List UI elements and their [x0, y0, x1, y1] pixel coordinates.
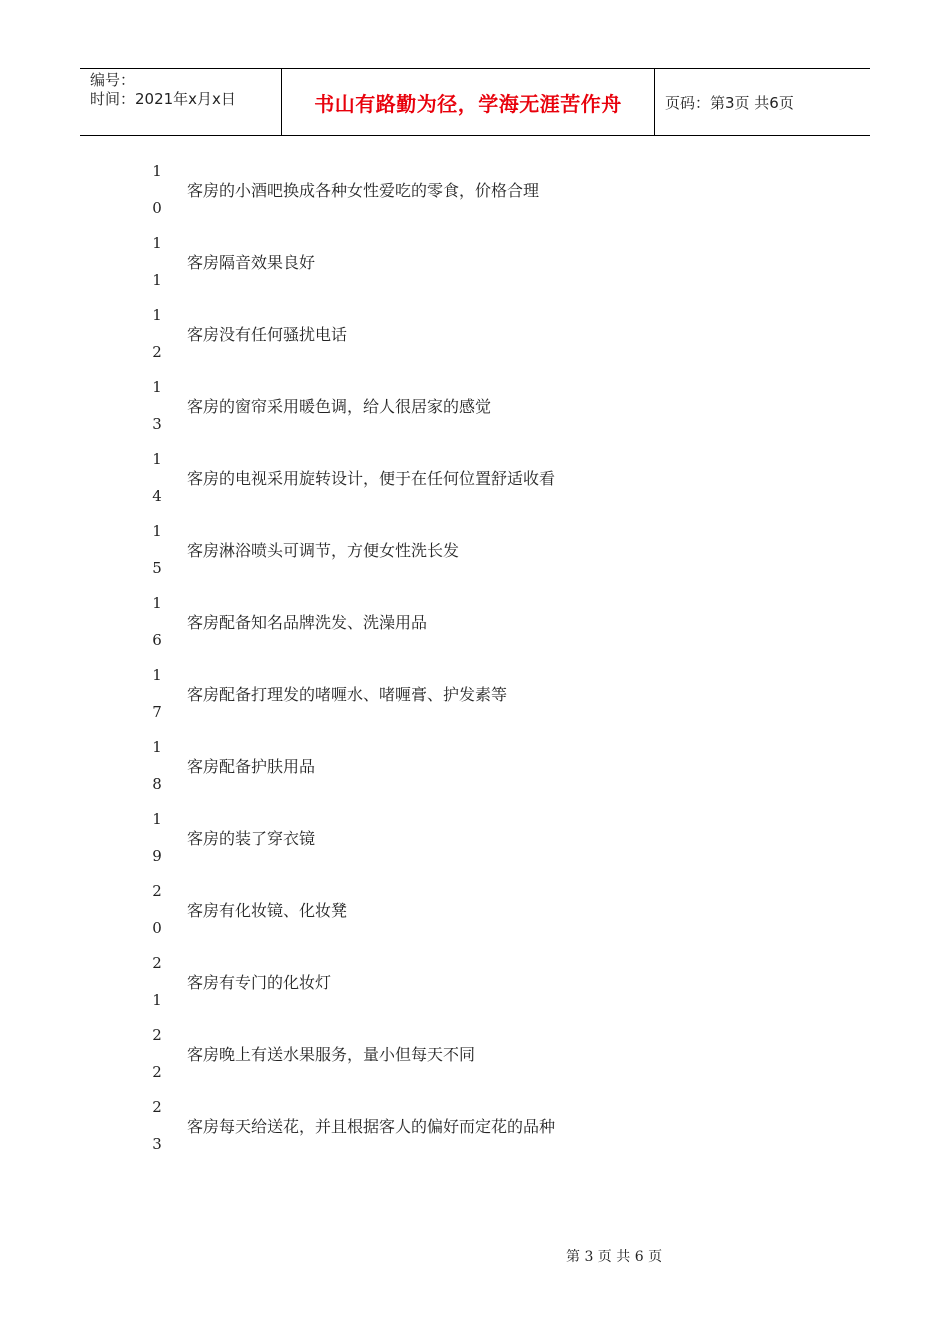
list-item: [150, 522, 850, 582]
item-number-digit: 1: [152, 234, 162, 252]
list-item: [150, 306, 850, 366]
item-number-digit: 1: [152, 810, 162, 828]
time-label: 时间：2021年x月x日: [90, 90, 236, 108]
list-item: [150, 450, 850, 510]
item-number-digit: 1: [152, 522, 162, 540]
item-number-digit: 2: [152, 1026, 162, 1044]
item-number-digit: 2: [152, 954, 162, 972]
item-number-digit: 3: [152, 415, 162, 433]
item-text: 客房没有任何骚扰电话: [187, 325, 348, 344]
item-number-digit: 7: [152, 703, 162, 721]
header-page-info: 页码：第3页 共6页: [665, 93, 794, 112]
item-number-digit: 1: [152, 594, 162, 612]
item-number-digit: 2: [152, 1063, 162, 1081]
list-item: [150, 810, 850, 870]
item-number-digit: 1: [152, 666, 162, 684]
list-item: [150, 738, 850, 798]
item-number-digit: 1: [152, 991, 162, 1009]
item-number-digit: 1: [152, 162, 162, 180]
list-item: [150, 1026, 850, 1086]
item-number-digit: 0: [152, 199, 162, 217]
item-number-digit: 2: [152, 882, 162, 900]
item-text: 客房配备知名品牌洗发、洗澡用品: [187, 613, 428, 632]
list-item: [150, 882, 850, 942]
item-number-digit: 6: [152, 631, 162, 649]
item-text: 客房淋浴喷头可调节，方便女性洗长发: [187, 541, 460, 560]
item-number-digit: 9: [152, 847, 162, 865]
item-number-digit: 2: [152, 343, 162, 361]
list-item: [150, 234, 850, 294]
item-text: 客房的电视采用旋转设计，便于在任何位置舒适收看: [187, 469, 556, 488]
item-text: 客房的装了穿衣镜: [187, 829, 316, 848]
list-item: [150, 954, 850, 1014]
item-text: 客房晚上有送水果服务，量小但每天不同: [187, 1045, 476, 1064]
item-number-digit: 1: [152, 306, 162, 324]
item-text: 客房有专门的化妆灯: [187, 973, 332, 992]
code-label: 编号：: [90, 71, 136, 89]
item-number-digit: 1: [152, 738, 162, 756]
item-number-digit: 1: [152, 450, 162, 468]
item-number-digit: 0: [152, 919, 162, 937]
list-item: [150, 594, 850, 654]
header-motto: 书山有路勤为径，学海无涯苦作舟: [282, 69, 655, 135]
page-header: [80, 68, 870, 136]
list-item: [150, 162, 850, 222]
item-text: 客房隔音效果良好: [187, 253, 316, 272]
item-number-digit: 2: [152, 1098, 162, 1116]
item-number-digit: 8: [152, 775, 162, 793]
item-text: 客房的窗帘采用暖色调，给人很居家的感觉: [187, 397, 492, 416]
item-number-digit: 3: [152, 1135, 162, 1153]
header-meta: [80, 69, 282, 135]
item-text: 客房每天给送花，并且根据客人的偏好而定花的品种: [187, 1117, 556, 1136]
item-text: 客房配备护肤用品: [187, 757, 316, 776]
item-text: 客房配备打理发的啫喱水、啫喱膏、护发素等: [187, 685, 508, 704]
item-number-digit: 1: [152, 378, 162, 396]
list-item: [150, 378, 850, 438]
item-number-digit: 4: [152, 487, 162, 505]
item-number-digit: 5: [152, 559, 162, 577]
list-item: [150, 1098, 850, 1158]
item-number-digit: 1: [152, 271, 162, 289]
list-item: [150, 666, 850, 726]
item-text: 客房有化妆镜、化妆凳: [187, 901, 348, 920]
item-text: 客房的小酒吧换成各种女性爱吃的零食，价格合理: [187, 181, 540, 200]
footer-page-number: 第 3 页 共 6 页: [566, 1249, 663, 1265]
